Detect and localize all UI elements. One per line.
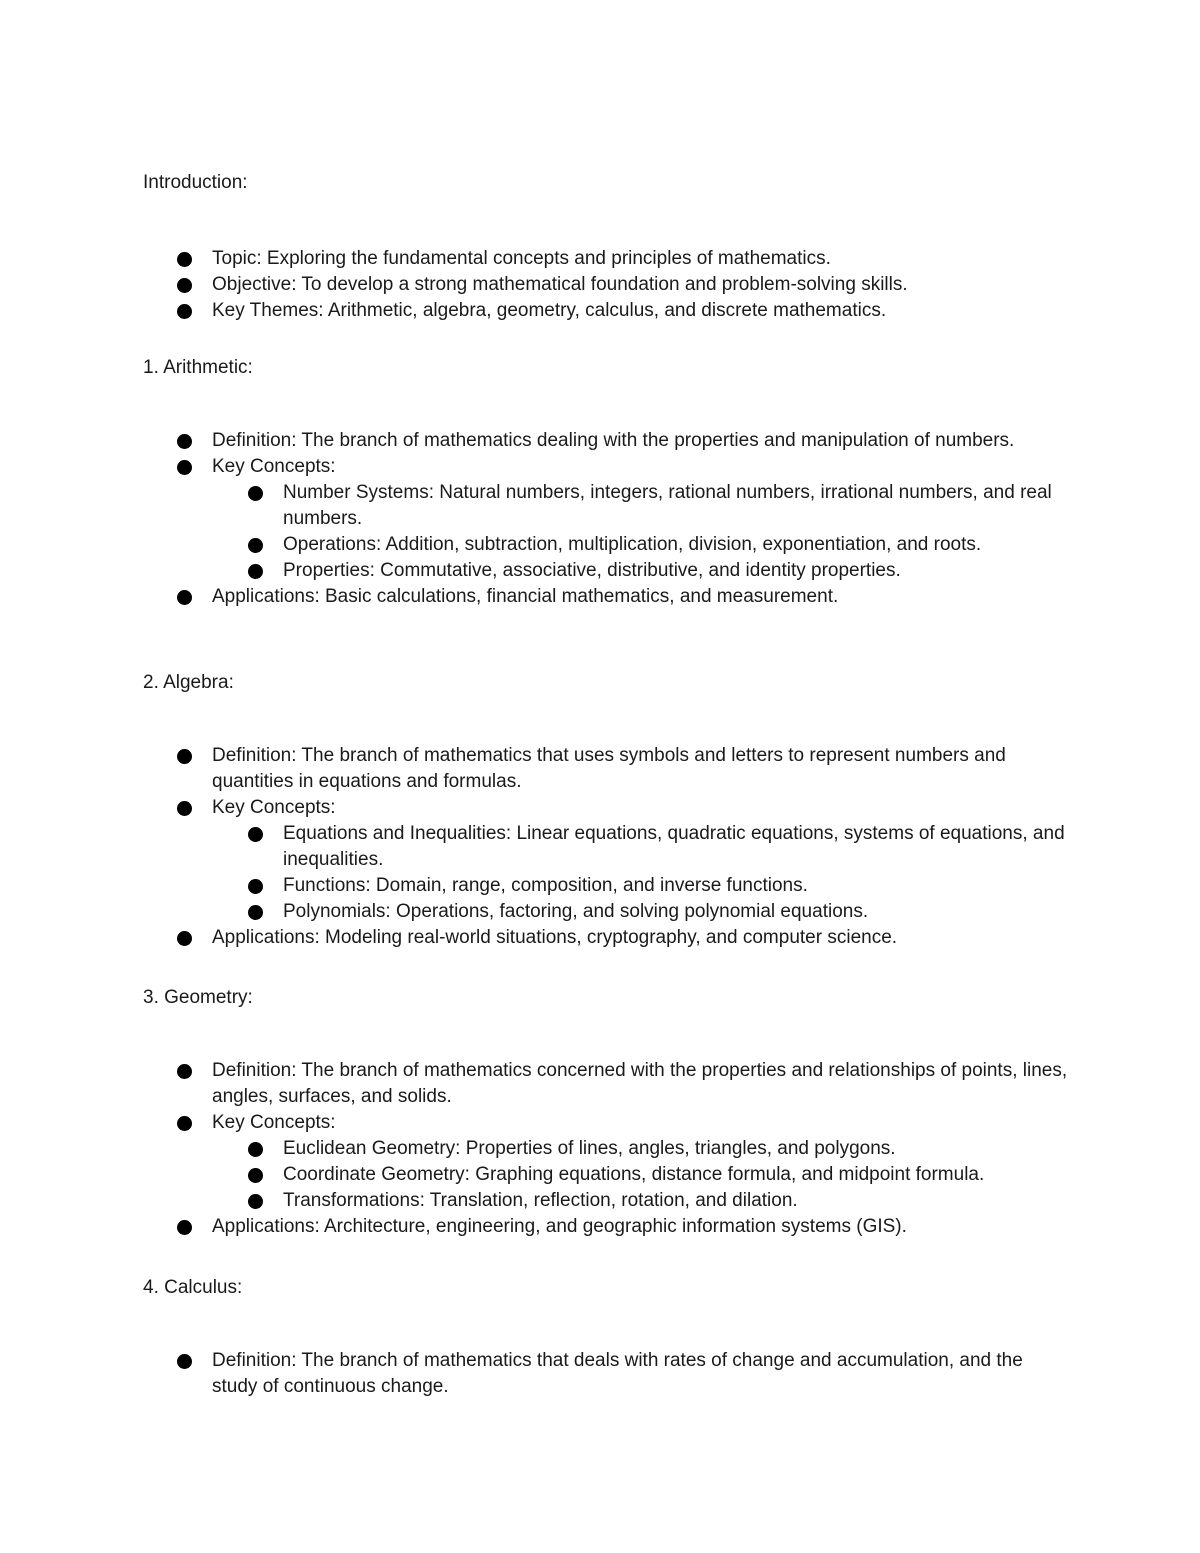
sub-list-item-text: Properties: Commutative, associative, distributive, and identity properties. xyxy=(283,560,901,581)
list-item-text: Definition: The branch of mathematics dealing with the properties and manipulation of numbers. xyxy=(212,430,1015,451)
bullet-icon xyxy=(177,801,192,816)
list-item xyxy=(212,428,1072,454)
list-item-text: Applications: Basic calculations, financial mathematics, and measurement. xyxy=(212,586,839,607)
bullet-icon xyxy=(177,434,192,449)
section-heading-algebra: 2. Algebra: xyxy=(143,672,234,693)
bullet-icon xyxy=(177,590,192,605)
bullet-icon xyxy=(177,1116,192,1131)
section-heading-calculus: 4. Calculus: xyxy=(143,1277,243,1298)
sub-list-item xyxy=(283,480,1072,532)
bullet-icon xyxy=(248,879,263,894)
list-item-text: Key Concepts: xyxy=(212,797,336,818)
list-item xyxy=(212,298,1072,324)
list-item xyxy=(212,1058,1072,1110)
arithmetic-list xyxy=(212,428,1072,610)
sub-list-item-text: Equations and Inequalities: Linear equations, quadratic equations, systems of equations, and inequalities. xyxy=(283,823,1065,870)
section-heading-geometry: 3. Geometry: xyxy=(143,987,253,1008)
list-item xyxy=(212,925,1072,951)
bullet-icon xyxy=(177,749,192,764)
list-item xyxy=(212,272,1072,298)
bullet-icon xyxy=(248,564,263,579)
sub-list-item xyxy=(283,821,1072,873)
bullet-icon xyxy=(177,252,192,267)
bullet-icon xyxy=(177,1220,192,1235)
list-item xyxy=(212,454,1072,584)
sub-list xyxy=(212,821,1072,925)
list-item xyxy=(212,743,1072,795)
geometry-list xyxy=(212,1058,1072,1240)
sub-list-item xyxy=(283,1188,1072,1214)
list-item xyxy=(212,1110,1072,1214)
list-item-text: Key Concepts: xyxy=(212,1112,336,1133)
list-item xyxy=(212,795,1072,925)
section-heading-arithmetic: 1. Arithmetic: xyxy=(143,357,253,378)
list-item-text: Key Concepts: xyxy=(212,456,336,477)
bullet-icon xyxy=(177,304,192,319)
bullet-icon xyxy=(177,460,192,475)
list-item-text: Definition: The branch of mathematics that uses symbols and letters to represent numbers and quantities in equations and formulas. xyxy=(212,745,1006,792)
sub-list xyxy=(212,1136,1072,1214)
list-item-text: Applications: Modeling real-world situations, cryptography, and computer science. xyxy=(212,927,898,948)
sub-list-item-text: Number Systems: Natural numbers, integers, rational numbers, irrational numbers, and real numbers. xyxy=(283,482,1052,529)
list-item xyxy=(212,1348,1072,1400)
list-item xyxy=(212,584,1072,610)
sub-list-item xyxy=(283,1136,1072,1162)
sub-list xyxy=(212,480,1072,584)
sub-list-item xyxy=(283,532,1072,558)
sub-list-item-text: Coordinate Geometry: Graphing equations, distance formula, and midpoint formula. xyxy=(283,1164,985,1185)
list-item xyxy=(212,1214,1072,1240)
calculus-list xyxy=(212,1348,1072,1400)
bullet-icon xyxy=(248,905,263,920)
sub-list-item-text: Transformations: Translation, reflection, rotation, and dilation. xyxy=(283,1190,798,1211)
list-item-text: Objective: To develop a strong mathematical foundation and problem-solving skills. xyxy=(212,274,908,295)
list-item-text: Key Themes: Arithmetic, algebra, geometry, calculus, and discrete mathematics. xyxy=(212,300,887,321)
list-item-text: Topic: Exploring the fundamental concepts and principles of mathematics. xyxy=(212,248,831,269)
bullet-icon xyxy=(177,278,192,293)
bullet-icon xyxy=(177,1354,192,1369)
sub-list-item xyxy=(283,1162,1072,1188)
introduction-list xyxy=(212,246,1072,324)
bullet-icon xyxy=(248,538,263,553)
sub-list-item-text: Euclidean Geometry: Properties of lines, angles, triangles, and polygons. xyxy=(283,1138,896,1159)
list-item-text: Definition: The branch of mathematics that deals with rates of change and accumulation, and the study of continuous change. xyxy=(212,1350,1023,1397)
sub-list-item xyxy=(283,899,1072,925)
bullet-icon xyxy=(248,486,263,501)
list-item-text: Applications: Architecture, engineering, and geographic information systems (GIS). xyxy=(212,1216,907,1237)
sub-list-item xyxy=(283,873,1072,899)
list-item-text: Definition: The branch of mathematics concerned with the properties and relationships of points, lines, angles, surfaces, and solids. xyxy=(212,1060,1068,1107)
bullet-icon xyxy=(248,827,263,842)
section-heading-introduction: Introduction: xyxy=(143,172,248,193)
sub-list-item-text: Operations: Addition, subtraction, multiplication, division, exponentiation, and roots. xyxy=(283,534,982,555)
algebra-list xyxy=(212,743,1072,951)
list-item xyxy=(212,246,1072,272)
bullet-icon xyxy=(248,1168,263,1183)
sub-list-item-text: Polynomials: Operations, factoring, and solving polynomial equations. xyxy=(283,901,869,922)
bullet-icon xyxy=(248,1142,263,1157)
sub-list-item-text: Functions: Domain, range, composition, and inverse functions. xyxy=(283,875,808,896)
sub-list-item xyxy=(283,558,1072,584)
bullet-icon xyxy=(177,1064,192,1079)
bullet-icon xyxy=(177,931,192,946)
bullet-icon xyxy=(248,1194,263,1209)
